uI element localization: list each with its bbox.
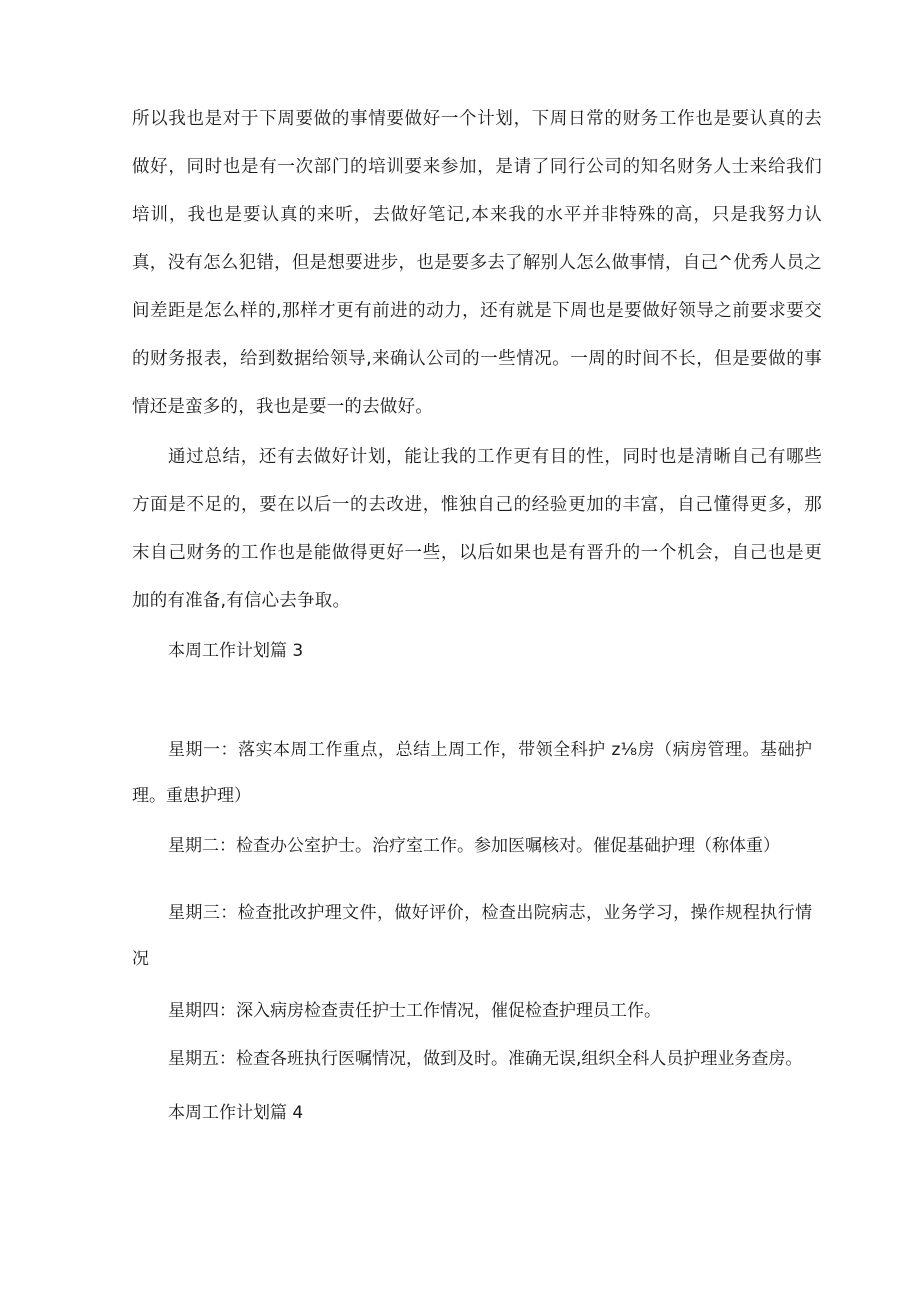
paragraph-summary-reflection: 通过总结，还有去做好计划，能让我的工作更有目的性，同时也是清晰自己有哪些方面是不足的，要在以后一的去改进，惟独自己的经验更加的丰富，自己懂得更多，那末自己财务的工作也是能做得更好一些，以后如果也是有晋升的一个机会，自己也是更加的有准备,有信心去争取。: [132, 447, 822, 611]
schedule-tuesday: 星期二：检查办公室护士。治疗室工作。参加医嘱核对。催促基础护理（称体重）: [168, 836, 780, 856]
paragraph-weekly-plan-finance: 所以我也是对于下周要做的事情要做好一个计划，下周日常的财务工作也是要认真的去做好，同时也是有一次部门的培训要来参加，是请了同行公司的知名财务人士来给我们培训，我也是要认真的来听，去做好笔记,本来我的水平并非特殊的高，只是我努力认真，没有怎么犯错，但是想要进步，也是要多去了解别人怎么做事情，自己^优秀人员之间差距是怎么样的,那样才更有前进的动力，还有就是下周也是要做好领导之前要求要交的财务报表，给到数据给领导,来确认公司的一些情况。一周的时间不长，但是要做的事情还是蛮多的，我也是要一的去做好。: [132, 109, 822, 417]
section-heading-plan-3: 本周工作计划篇 3: [168, 641, 304, 661]
schedule-thursday: 星期四：深入病房检查责任护士工作情况，催促检查护理员工作。: [168, 1001, 661, 1021]
schedule-friday: 星期五：检查各班执行医嘱情况，做到及时。准确无误,组织全科人员护理业务查房。: [168, 1049, 803, 1069]
schedule-monday: 星期一：落实本周工作重点，总结上周工作，带领全科护 z⅛房（病房管理。基础护理。重患护理）: [132, 740, 812, 806]
schedule-wednesday: 星期三：检查批改护理文件，做好评价，检查出院病志，业务学习，操作规程执行情况: [132, 903, 812, 969]
section-heading-plan-4: 本周工作计划篇 4: [168, 1103, 304, 1123]
